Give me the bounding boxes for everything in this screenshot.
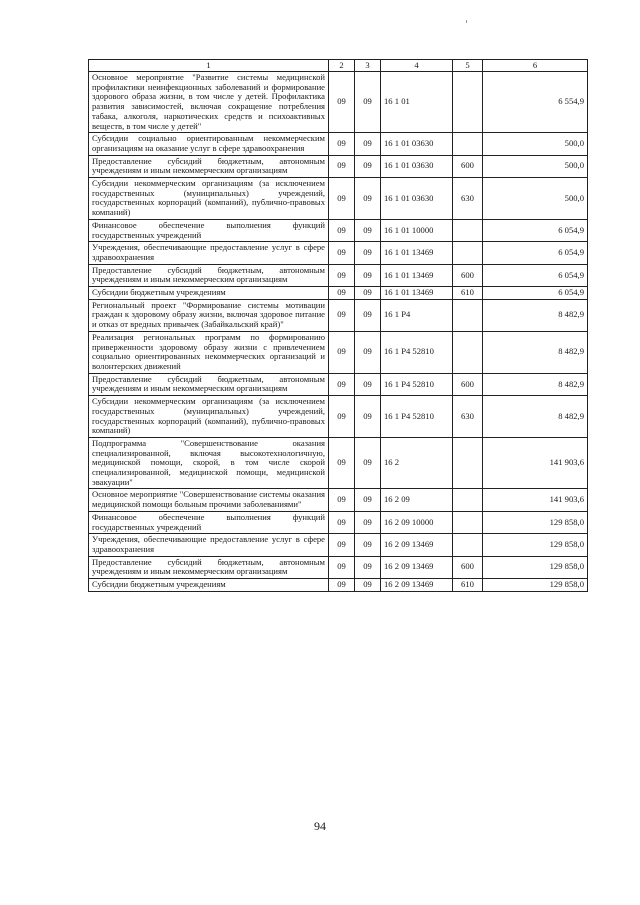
subsection-code: 09 — [355, 219, 381, 241]
table-row — [89, 489, 588, 511]
row-name: Финансовое обеспечение выполнения функций государственных учреждений — [89, 511, 329, 533]
subsection-code: 09 — [355, 242, 381, 264]
target-article-code: 16 2 09 — [381, 489, 453, 511]
table-row — [89, 287, 588, 300]
amount: 129 858,0 — [483, 534, 588, 556]
amount: 129 858,0 — [483, 579, 588, 592]
section-code: 09 — [329, 287, 355, 300]
table-row — [89, 331, 588, 373]
row-name: Предоставление субсидий бюджетным, автономным учреждениям и иным некоммерческим организациям — [89, 264, 329, 286]
target-article-code: 16 2 09 13469 — [381, 534, 453, 556]
section-code: 09 — [329, 373, 355, 395]
expense-type-code — [453, 489, 483, 511]
expense-type-code — [453, 242, 483, 264]
expense-type-code: 630 — [453, 396, 483, 438]
subsection-code: 09 — [355, 155, 381, 177]
table-row — [89, 299, 588, 331]
table-row — [89, 219, 588, 241]
table-body — [89, 72, 588, 592]
row-name: Предоставление субсидий бюджетным, автономным учреждениям и иным некоммерческим организациям — [89, 373, 329, 395]
table-row — [89, 437, 588, 489]
table-row — [89, 534, 588, 556]
section-code: 09 — [329, 534, 355, 556]
amount: 141 903,6 — [483, 489, 588, 511]
table-header-row — [89, 60, 588, 72]
section-code: 09 — [329, 264, 355, 286]
subsection-code: 09 — [355, 264, 381, 286]
section-code: 09 — [329, 556, 355, 578]
subsection-code: 09 — [355, 287, 381, 300]
row-name: Субсидии некоммерческим организациям (за исключением государственных (муниципальных) учреждений, государственных корпораций (компаний), публично-правовых компаний) — [89, 396, 329, 438]
table-row — [89, 556, 588, 578]
expense-type-code: 610 — [453, 287, 483, 300]
column-header: 4 — [381, 60, 453, 72]
row-name: Подпрограмма "Совершенствование оказания специализированной, включая высокотехнологичную, медицинской помощи, скорой, в том числе скорой специализированной, медицинской помощи, медицинской эвакуации" — [89, 437, 329, 489]
table-row — [89, 579, 588, 592]
section-code: 09 — [329, 511, 355, 533]
amount: 500,0 — [483, 133, 588, 155]
section-code: 09 — [329, 299, 355, 331]
target-article-code: 16 2 — [381, 437, 453, 489]
amount: 8 482,9 — [483, 331, 588, 373]
row-name: Основное мероприятие "Совершенствование системы оказания медицинской помощи больным прочими заболеваниями" — [89, 489, 329, 511]
section-code: 09 — [329, 242, 355, 264]
expense-type-code: 610 — [453, 579, 483, 592]
amount: 6 054,9 — [483, 287, 588, 300]
subsection-code: 09 — [355, 133, 381, 155]
target-article-code: 16 1 01 03630 — [381, 178, 453, 220]
budget-table — [88, 59, 588, 592]
subsection-code: 09 — [355, 396, 381, 438]
target-article-code: 16 1 01 — [381, 72, 453, 133]
row-name: Учреждения, обеспечивающие предоставление услуг в сфере здравоохранения — [89, 242, 329, 264]
column-header: 2 — [329, 60, 355, 72]
section-code: 09 — [329, 178, 355, 220]
amount: 8 482,9 — [483, 373, 588, 395]
amount: 129 858,0 — [483, 511, 588, 533]
section-code: 09 — [329, 396, 355, 438]
table-row — [89, 133, 588, 155]
row-name: Региональный проект "Формирование системы мотивации граждан к здоровому образу жизни, включая здоровое питание и отказ от вредных привычек (Забайкальский край)" — [89, 299, 329, 331]
amount: 129 858,0 — [483, 556, 588, 578]
expense-type-code — [453, 219, 483, 241]
subsection-code: 09 — [355, 331, 381, 373]
target-article-code: 16 1 P4 — [381, 299, 453, 331]
target-article-code: 16 1 P4 52810 — [381, 373, 453, 395]
table-row — [89, 155, 588, 177]
target-article-code: 16 1 01 03630 — [381, 155, 453, 177]
target-article-code: 16 1 P4 52810 — [381, 331, 453, 373]
subsection-code: 09 — [355, 534, 381, 556]
row-name: Субсидии некоммерческим организациям (за исключением государственных (муниципальных) учреждений, государственных корпораций (компаний), публично-правовых компаний) — [89, 178, 329, 220]
expense-type-code: 600 — [453, 264, 483, 286]
section-code: 09 — [329, 72, 355, 133]
row-name: Субсидии социально ориентированным некоммерческим организациям на оказание услуг в сфере здравоохранения — [89, 133, 329, 155]
column-header: 6 — [483, 60, 588, 72]
section-code: 09 — [329, 579, 355, 592]
expense-type-code — [453, 534, 483, 556]
amount: 6 054,9 — [483, 264, 588, 286]
row-name: Предоставление субсидий бюджетным, автономным учреждениям и иным некоммерческим организациям — [89, 155, 329, 177]
amount: 6 554,9 — [483, 72, 588, 133]
amount: 500,0 — [483, 178, 588, 220]
column-header: 5 — [453, 60, 483, 72]
target-article-code: 16 1 01 13469 — [381, 287, 453, 300]
expense-type-code — [453, 72, 483, 133]
row-name: Учреждения, обеспечивающие предоставление услуг в сфере здравоохранения — [89, 534, 329, 556]
expense-type-code: 600 — [453, 155, 483, 177]
row-name: Субсидии бюджетным учреждениям — [89, 579, 329, 592]
column-header: 3 — [355, 60, 381, 72]
amount: 6 054,9 — [483, 242, 588, 264]
table-row — [89, 72, 588, 133]
target-article-code: 16 1 01 13469 — [381, 264, 453, 286]
section-code: 09 — [329, 437, 355, 489]
scan-mark — [466, 20, 467, 23]
table-row — [89, 511, 588, 533]
subsection-code: 09 — [355, 373, 381, 395]
target-article-code: 16 2 09 13469 — [381, 556, 453, 578]
subsection-code: 09 — [355, 489, 381, 511]
section-code: 09 — [329, 489, 355, 511]
table-row — [89, 396, 588, 438]
subsection-code: 09 — [355, 556, 381, 578]
row-name: Финансовое обеспечение выполнения функций государственных учреждений — [89, 219, 329, 241]
subsection-code: 09 — [355, 72, 381, 133]
expense-type-code — [453, 299, 483, 331]
target-article-code: 16 1 01 13469 — [381, 242, 453, 264]
table-row — [89, 373, 588, 395]
row-name: Основное мероприятие "Развитие системы медицинской профилактики неинфекционных заболеваний и формирование здорового образа жизни, в том числе у детей. Профилактика развития зависимостей, включая сокращение потребления табака, алкоголя, наркотических средств и психоактивных веществ, в том числе у детей" — [89, 72, 329, 133]
amount: 8 482,9 — [483, 299, 588, 331]
expense-type-code: 630 — [453, 178, 483, 220]
subsection-code: 09 — [355, 437, 381, 489]
subsection-code: 09 — [355, 178, 381, 220]
target-article-code: 16 1 01 03630 — [381, 133, 453, 155]
amount: 141 903,6 — [483, 437, 588, 489]
target-article-code: 16 1 P4 52810 — [381, 396, 453, 438]
amount: 500,0 — [483, 155, 588, 177]
target-article-code: 16 2 09 10000 — [381, 511, 453, 533]
section-code: 09 — [329, 155, 355, 177]
section-code: 09 — [329, 219, 355, 241]
expense-type-code: 600 — [453, 556, 483, 578]
subsection-code: 09 — [355, 299, 381, 331]
row-name: Предоставление субсидий бюджетным, автономным учреждениям и иным некоммерческим организациям — [89, 556, 329, 578]
expense-type-code — [453, 331, 483, 373]
row-name: Субсидии бюджетным учреждениям — [89, 287, 329, 300]
table-row — [89, 242, 588, 264]
table-row — [89, 264, 588, 286]
expense-type-code — [453, 133, 483, 155]
row-name: Реализация региональных программ по формированию приверженности здоровому образу жизни с привлечением социально ориентированных некоммерческих организаций и волонтерских движений — [89, 331, 329, 373]
expense-type-code: 600 — [453, 373, 483, 395]
section-code: 09 — [329, 133, 355, 155]
subsection-code: 09 — [355, 579, 381, 592]
section-code: 09 — [329, 331, 355, 373]
amount: 8 482,9 — [483, 396, 588, 438]
column-header: 1 — [89, 60, 329, 72]
expense-type-code — [453, 511, 483, 533]
amount: 6 054,9 — [483, 219, 588, 241]
target-article-code: 16 2 09 13469 — [381, 579, 453, 592]
page-number: 94 — [314, 819, 326, 833]
target-article-code: 16 1 01 10000 — [381, 219, 453, 241]
subsection-code: 09 — [355, 511, 381, 533]
expense-type-code — [453, 437, 483, 489]
table-row — [89, 178, 588, 220]
